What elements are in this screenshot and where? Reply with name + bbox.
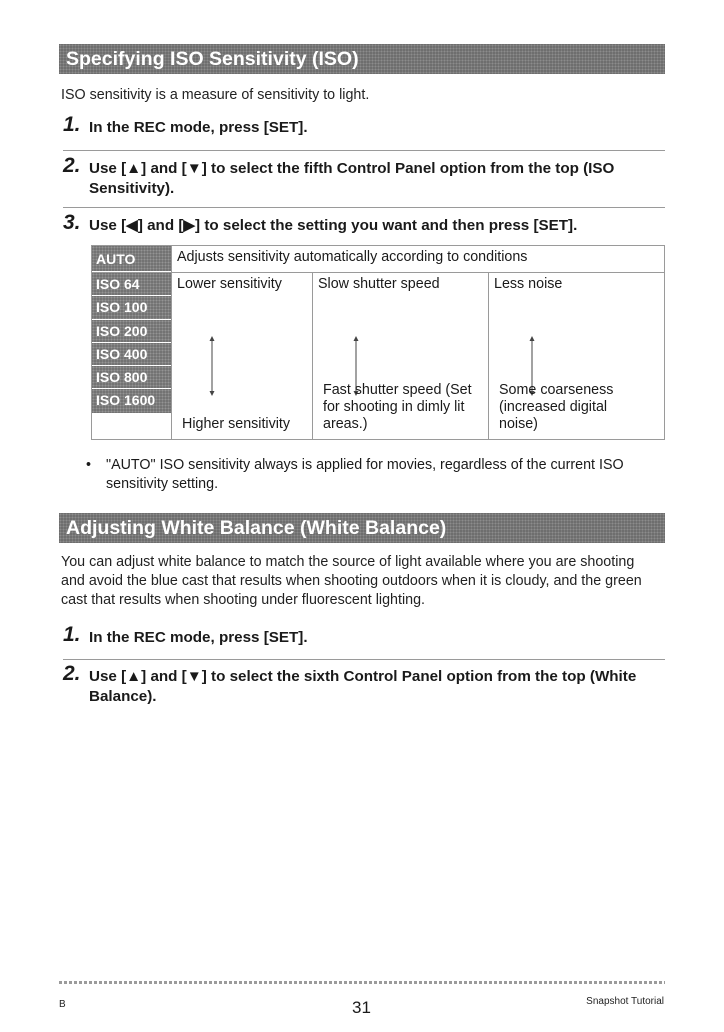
footer-left-mark: B [59, 999, 66, 1010]
iso-option-auto: AUTO [92, 246, 171, 272]
divider [63, 150, 665, 151]
shutter-slow-label: Slow shutter speed [318, 276, 440, 292]
iso-option-1600: ISO 1600 [92, 389, 171, 412]
sensitivity-high-label: Higher sensitivity [182, 416, 291, 432]
step-text: Use [▲] and [▼] to select the fifth Control Panel option from the top (ISO Sensitivity). [89, 160, 615, 197]
iso-intro-text: ISO sensitivity is a measure of sensitivity to light. [61, 87, 370, 103]
iso-step-3 [63, 211, 663, 236]
step-text: Use [▲] and [▼] to select the sixth Control Panel option from the top (White Balance). [89, 668, 637, 705]
wb-step-1 [63, 623, 663, 648]
iso-step-1 [63, 113, 663, 138]
step-text: In the REC mode, press [SET]. [89, 119, 308, 136]
iso-option-400: ISO 400 [92, 343, 171, 366]
iso-option-200: ISO 200 [92, 320, 171, 343]
iso-values-label-cell [92, 273, 172, 440]
iso-settings-table [91, 245, 665, 440]
step-text: In the REC mode, press [SET]. [89, 629, 308, 646]
iso-step-2 [63, 154, 663, 199]
sensitivity-low-label: Lower sensitivity [177, 276, 282, 292]
bullet-icon: • [86, 457, 92, 473]
footer-divider [59, 981, 665, 984]
double-arrow-icon [207, 336, 217, 396]
iso-auto-description: Adjusts sensitivity automatically according to conditions [172, 246, 665, 273]
divider [63, 207, 665, 208]
iso-section-heading: Specifying ISO Sensitivity (ISO) [59, 44, 665, 74]
iso-note [86, 456, 664, 494]
noise-less-label: Less noise [494, 276, 563, 292]
step-number: 3. [63, 211, 81, 234]
iso-auto-label-cell [92, 246, 172, 273]
step-number: 2. [63, 662, 81, 685]
step-number: 1. [63, 113, 81, 136]
iso-option-100: ISO 100 [92, 296, 171, 319]
footer-section-title: Snapshot Tutorial [586, 996, 664, 1007]
iso-option-64: ISO 64 [92, 273, 171, 296]
iso-option-800: ISO 800 [92, 366, 171, 389]
wb-step-2 [63, 662, 663, 707]
noise-coarse-label: Some coarseness (increased digital noise) [499, 382, 614, 432]
iso-note-text: "AUTO" ISO sensitivity always is applied for movies, regardless of the current ISO sensitivity setting. [106, 457, 624, 492]
wb-section-heading: Adjusting White Balance (White Balance) [59, 513, 665, 543]
page-number: 31 [352, 998, 371, 1017]
step-text: Use [◀] and [▶] to select the setting you want and then press [SET]. [89, 217, 578, 234]
divider [63, 659, 665, 660]
shutter-speed-column [313, 273, 489, 440]
step-number: 2. [63, 154, 81, 177]
wb-intro-text: You can adjust white balance to match the source of light available where you are shooting and avoid the blue cast that results when shooting outdoors when it is cloudy, and the green cast that results when shooting under fluorescent lighting. [61, 554, 642, 608]
step-number: 1. [63, 623, 81, 646]
shutter-fast-label: Fast shutter speed (Set for shooting in dimly lit areas.) [323, 382, 472, 432]
sensitivity-column [172, 273, 313, 440]
noise-column [489, 273, 665, 440]
